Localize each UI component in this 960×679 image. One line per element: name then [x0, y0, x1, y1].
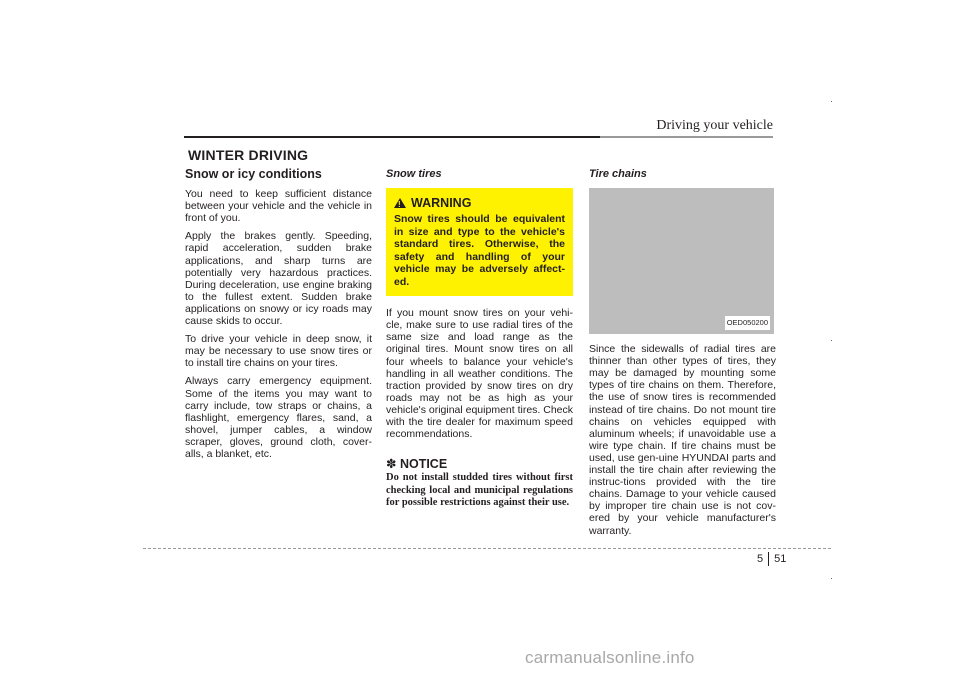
- header-rule-accent: [600, 136, 773, 138]
- chapter-number: 5: [757, 553, 764, 565]
- page-number-value: 51: [774, 553, 787, 565]
- paragraph: You need to keep sufficient distance between your vehicle and the vehicle in front of you.: [185, 188, 372, 225]
- warning-text: Snow tires should be equivalent in size and type to the vehicle's standard tires. Otherwise, the safety and handling of your vehicle may be adversely affect-ed.: [394, 213, 565, 288]
- paragraph: To drive your vehicle in deep snow, it may be necessary to use snow tires or to install tire chains on your tires.: [185, 333, 372, 370]
- paragraph: Always carry emergency equipment. Some of the items you may want to carry include, tow straps or chains, a flashlight, emergency flares, sand, a shovel, jumper cables, a window scraper, gloves, ground cloth, cover-alls, a blanket, etc.: [185, 375, 372, 460]
- paragraph: Apply the brakes gently. Speeding, rapid acceleration, sudden brake applications, and sharp turns are potentially very hazardous practices. During deceleration, use engine braking to the fullest extent. Sudden brake applications on snowy or icy roads may cause skids to occur.: [185, 230, 372, 328]
- tire-chain-image: [589, 188, 774, 334]
- warning-box: [386, 188, 573, 296]
- heading-tire-chains: Tire chains: [589, 168, 647, 180]
- paragraph: Since the sidewalls of radial tires are thinner than other types of tires, they may be damaged by mounting some types of tire chains on them. Therefore, the use of snow tires is recommended instead of tire chains. Do not mount tire chains on vehicles equipped with aluminum wheels; if unavoidable use a wire type chain. If tire chains must be used, use gen-uine HYUNDAI parts and install the tire chain after reviewing the instruc-tions provided with the tire chains. Damage to your vehicle caused by improper tire chain use is not cov-ered by your vehicle manufacturer's warranty.: [589, 343, 776, 537]
- column-snow-icy: [185, 168, 372, 466]
- running-header: Driving your vehicle: [656, 118, 773, 133]
- footer-rule: [143, 548, 831, 549]
- watermark: carmanualsonline.info: [525, 648, 695, 667]
- column-tire-chains: [589, 168, 776, 543]
- section-title: WINTER DRIVING: [188, 147, 309, 163]
- column-snow-tires: [386, 168, 573, 510]
- crop-mark: [831, 340, 832, 341]
- page-number: [757, 552, 786, 566]
- crop-mark: [831, 578, 832, 579]
- image-caption: OED050200: [725, 316, 770, 330]
- heading-snow-tires: Snow tires: [386, 168, 442, 180]
- crop-mark: [831, 101, 832, 102]
- warning-header: [394, 197, 565, 209]
- heading-snow-icy: Snow or icy conditions: [185, 167, 322, 181]
- warning-label: WARNING: [411, 196, 472, 211]
- notice-text: Do not install studded tires without first checking local and municipal regulations for possible restrictions against their use.: [386, 472, 573, 509]
- paragraph: If you mount snow tires on your vehi-cle, make sure to use radial tires of the same size and load range as the original tires. Mount snow tires on all four wheels to balance your vehicle's handling in all weather conditions. The traction provided by snow tires on dry roads may not be as high as your vehicle's original equipment tires. Check with the tire dealer for maximum speed recommendations.: [386, 307, 574, 441]
- warning-triangle-icon: [394, 198, 406, 208]
- page-number-divider: [768, 552, 769, 566]
- notice-label: ✽ NOTICE: [386, 457, 448, 472]
